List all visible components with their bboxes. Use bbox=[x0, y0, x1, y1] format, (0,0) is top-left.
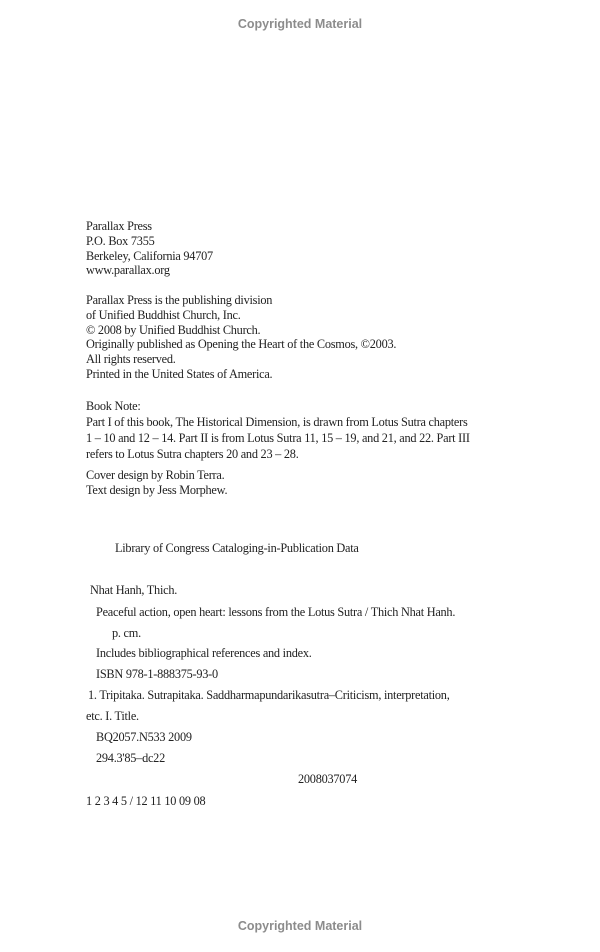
rights-line: All rights reserved. bbox=[86, 352, 176, 366]
rights-line: Printed in the United States of America. bbox=[86, 367, 273, 381]
cip-title: Peaceful action, open heart: lessons from the Lotus Sutra / Thich Nhat Hanh. bbox=[96, 605, 456, 619]
cip-pcm: p. cm. bbox=[112, 626, 141, 640]
text-credit: Text design by Jess Morphew. bbox=[86, 483, 228, 497]
cip-lcc: BQ2057.N533 2009 bbox=[96, 730, 192, 744]
publisher-website: www.parallax.org bbox=[86, 263, 170, 277]
book-note-line: 1 – 10 and 12 – 14. Part II is from Lotus Sutra 11, 15 – 19, and 21, and 22. Part III bbox=[86, 431, 470, 445]
cip-subject-cont: etc. I. Title. bbox=[86, 709, 139, 723]
cover-credit: Cover design by Robin Terra. bbox=[86, 468, 225, 482]
book-note-line: Part I of this book, The Historical Dimension, is drawn from Lotus Sutra chapters bbox=[86, 415, 468, 429]
cip-lccn: 2008037074 bbox=[298, 772, 357, 786]
cip-isbn: ISBN 978-1-888375-93-0 bbox=[96, 667, 218, 681]
publisher-city: Berkeley, California 94707 bbox=[86, 249, 213, 263]
cip-ddc: 294.3'85–dc22 bbox=[96, 751, 165, 765]
cip-includes: Includes bibliographical references and index. bbox=[96, 646, 312, 660]
watermark-bottom: Copyrighted Material bbox=[237, 919, 363, 933]
cip-author: Nhat Hanh, Thich. bbox=[90, 583, 178, 597]
publisher-name: Parallax Press bbox=[86, 219, 152, 233]
cip-subject: 1. Tripitaka. Sutrapitaka. Saddharmapundarikasutra–Criticism, interpretation, bbox=[88, 688, 450, 702]
book-note-line: refers to Lotus Sutra chapters 20 and 23 – 28. bbox=[86, 447, 299, 461]
watermark-top: Copyrighted Material bbox=[237, 17, 363, 31]
rights-line: Parallax Press is the publishing division bbox=[86, 293, 273, 307]
printing-line: 1 2 3 4 5 / 12 11 10 09 08 bbox=[86, 794, 206, 808]
cip-heading: Library of Congress Cataloging-in-Publication Data bbox=[115, 541, 359, 555]
rights-line: © 2008 by Unified Buddhist Church. bbox=[86, 323, 261, 337]
book-note-heading: Book Note: bbox=[86, 399, 141, 413]
rights-line: Originally published as Opening the Heart of the Cosmos, ©2003. bbox=[86, 337, 397, 351]
publisher-address: P.O. Box 7355 bbox=[86, 234, 155, 248]
rights-line: of Unified Buddhist Church, Inc. bbox=[86, 308, 241, 322]
